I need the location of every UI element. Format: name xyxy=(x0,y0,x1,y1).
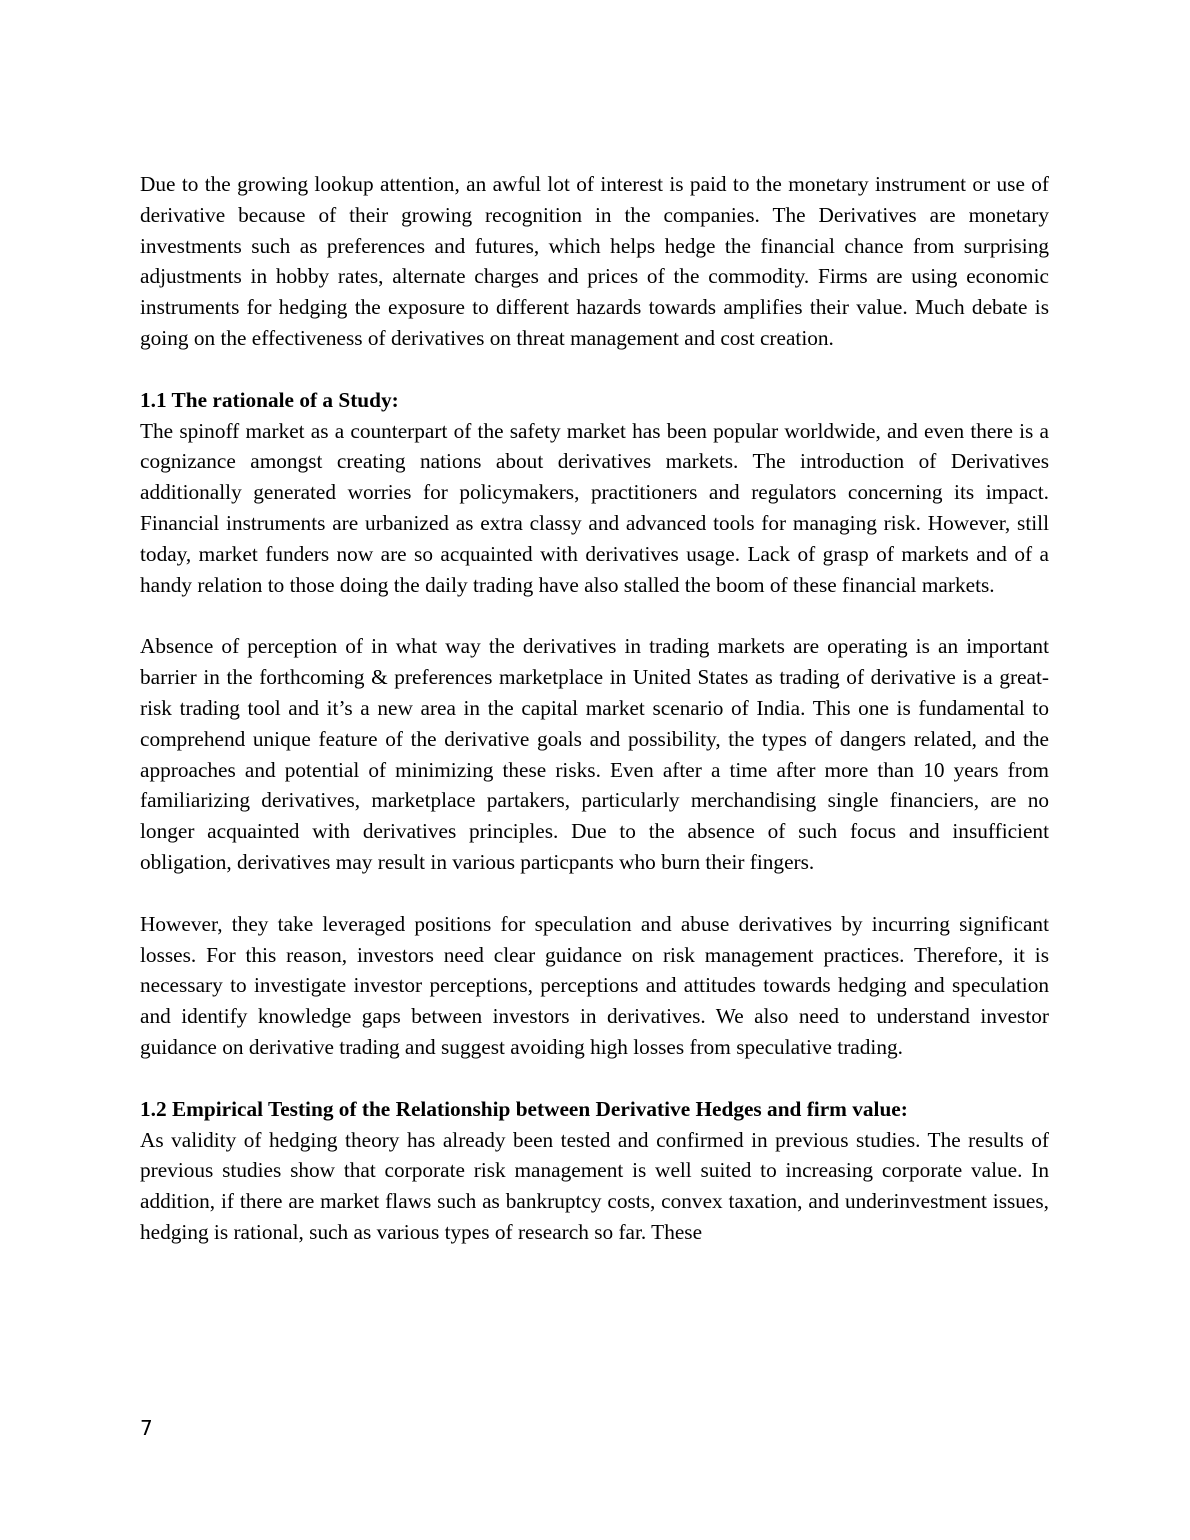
paragraph-spacer xyxy=(140,1063,1049,1094)
paragraph-empirical-1: As validity of hedging theory has already been tested and confirmed in previous studies. The results of previous studies show that corporate risk management is well suited to increasing corporate value. In addition, if there are market flaws such as bankruptcy costs, convex taxation, and underinvestment issues, hedging is rational, such as various types of research so far. These xyxy=(140,1127,1049,1244)
paragraph-spacer xyxy=(140,878,1049,909)
paragraph-intro: Due to the growing lookup attention, an awful lot of interest is paid to the monetary instrument or use of derivative because of their growing recognition in the companies. The Derivatives are monetary investments such as preferences and futures, which helps hedge the financial chance from surprising adjustments in hobby rates, alternate charges and prices of the commodity. Firms are using economic instruments for hedging the exposure to different hazards towards amplifies their value. Much debate is going on the effectiveness of derivatives on threat management and cost creation. xyxy=(140,172,1049,350)
page-number: 7 xyxy=(140,1416,153,1440)
section-heading-rationale: 1.1 The rationale of a Study: xyxy=(140,387,399,412)
section-heading-empirical: 1.2 Empirical Testing of the Relationship between Derivative Hedges and firm value: xyxy=(140,1096,908,1121)
paragraph-rationale-2: Absence of perception of in what way the derivatives in trading markets are operating is an important barrier in the forthcoming & preferences marketplace in United States as trading of derivative is a great-risk trading tool and it’s a new area in the capital market scenario of India. This one is fundamental to comprehend unique feature of the derivative goals and possibility, the types of dangers related, and the approaches and potential of minimizing these risks. Even after a time after more than 10 years from familiarizing derivatives, marketplace partakers, particularly merchandising single financiers, are no longer acquainted with derivatives principles. Due to the absence of such focus and insufficient obligation, derivatives may result in various particpants who burn their fingers. xyxy=(140,634,1049,874)
document-body xyxy=(140,169,1049,1248)
paragraph-rationale-1: The spinoff market as a counterpart of the safety market has been popular worldwide, and even there is a cognizance amongst creating nations about derivatives markets. The introduction of Derivatives additionally generated worries for policymakers, practitioners and regulators concerning its impact. Financial instruments are urbanized as extra classy and advanced tools for managing risk. However, still today, market funders now are so acquainted with derivatives usage. Lack of grasp of markets and of a handy relation to those doing the daily trading have also stalled the boom of these financial markets. xyxy=(140,418,1049,597)
paragraph-rationale-3: However, they take leveraged positions for speculation and abuse derivatives by incurring significant losses. For this reason, investors need clear guidance on risk management practices. Therefore, it is necessary to investigate investor perceptions, perceptions and attitudes towards hedging and speculation and identify knowledge gaps between investors in derivatives. We also need to understand investor guidance on derivative trading and suggest avoiding high losses from speculative trading. xyxy=(140,911,1049,1059)
paragraph-spacer xyxy=(140,354,1049,385)
paragraph-spacer xyxy=(140,600,1049,631)
